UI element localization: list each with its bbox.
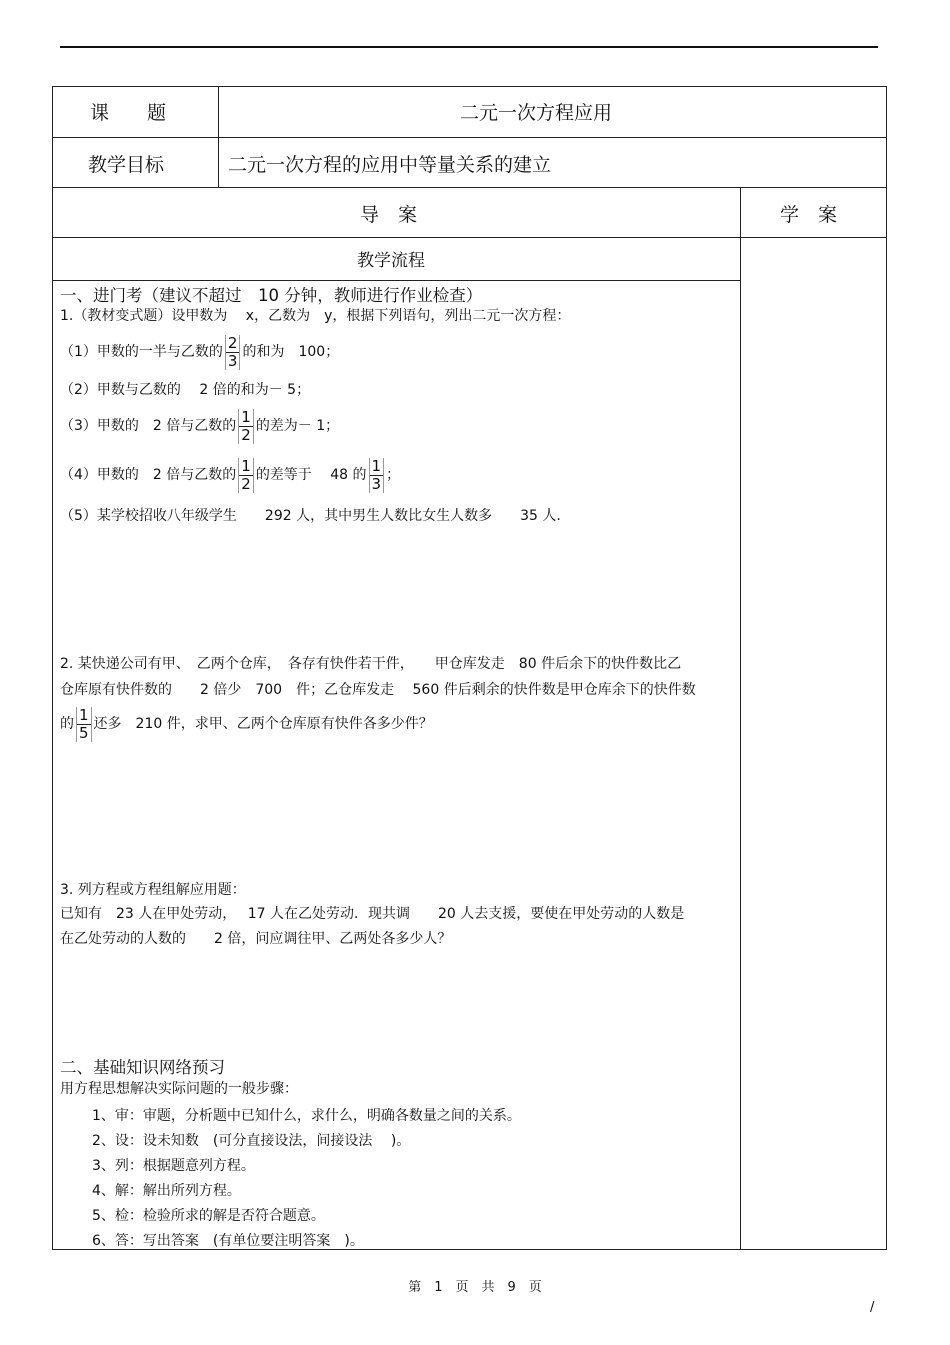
section-1-heading: 一、进门考（建议不超过 10 分钟，教师进行作业检查） [60,286,483,305]
question-1-1: （1）甲数的一半与乙数的 $\frac{2}{3}$ 的和为 100； [60,333,340,370]
question-2-line-2: 仓库原有快件数的 2 倍少 700 件；乙仓库发走 560 件后剩余的快件数是甲仓库余下的快件数 [60,682,696,698]
lesson-title: 二元一次方程应用 [460,102,613,124]
question-2-line-3: 的 $\frac{1}{5}$ 还多 210 件，求甲、乙两个仓库原有快件各多少件？ [60,705,433,742]
row-divider [52,137,887,138]
question-2-line-1: 2. 某快递公司有甲、 乙两个仓库， 各存有快件若干件， 甲仓库发走 80 件后余下的快件数比乙 [60,656,682,672]
step-item: 5、检：检验所求的解是否符合题意。 [92,1208,325,1224]
question-1-4: （4）甲数的 2 倍与乙数的 $\frac{1}{2}$ 的差等于 48 的 $\frac{1}{3}$ ； [60,456,401,493]
col-divider [886,237,887,277]
page-number: 第 1 页 共 9 页 [408,1280,542,1295]
col-divider [740,187,741,1250]
steps-intro: 用方程思想解决实际问题的一般步骤： [60,1081,298,1097]
lesson-goal: 二元一次方程的应用中等量关系的建立 [228,154,552,176]
question-1-3: （3）甲数的 2 倍与乙数的 $\frac{1}{2}$ 的差为－ 1； [60,407,340,444]
step-item: 4、解：解出所列方程。 [92,1183,241,1199]
fraction-one-third: $\frac{1}{3}$ [369,458,385,493]
row-divider [52,187,887,188]
step-item: 1、审：审题，分析题中已知什么，求什么，明确各数量之间的关系。 [92,1108,521,1124]
row-label-goal: 教学目标 [88,154,165,176]
column-guide: 导 案 [360,204,418,226]
fraction-one-half: $\frac{1}{2}$ [238,409,254,444]
question-1-intro: 1.（教材变式题）设甲数为 x，乙数为 y，根据下列语句，列出二元一次方程： [60,308,571,324]
teaching-flow: 教学流程 [357,251,425,271]
section-2-heading: 二、基础知识网络预习 [60,1058,225,1077]
row-label-topic: 课 题 [90,102,167,124]
row-divider [52,237,887,238]
row-divider [52,280,740,281]
fraction-one-half: $\frac{1}{2}$ [238,458,254,493]
step-item: 3、列：根据题意列方程。 [92,1158,255,1174]
question-3-title: 3. 列方程或方程组解应用题： [60,882,246,898]
header-rule [60,46,878,48]
question-1-5: （5）某学校招收八年级学生 292 人，其中男生人数比女生人数多 35 人. [60,508,561,524]
fraction-two-thirds: $\frac{2}{3}$ [225,335,241,370]
question-3-line-1: 已知有 23 人在甲处劳动， 17 人在乙处劳动．现共调 20 人去支援，要使在甲处劳动的人数是 [60,906,685,922]
col-divider [218,86,219,187]
fraction-one-fifth: $\frac{1}{5}$ [76,707,92,742]
footer-slash: / [870,1300,875,1315]
question-3-line-2: 在乙处劳动的人数的 2 倍，问应调往甲、乙两处各多少人？ [60,931,452,947]
column-study: 学 案 [780,204,838,226]
step-item: 2、设：设未知数 (可分直接设法，间接设法 )。 [92,1133,411,1149]
step-item: 6、答：写出答案 (有单位要注明答案 )。 [92,1233,364,1249]
question-1-2: （2）甲数与乙数的 2 倍的和为－ 5； [60,382,311,398]
